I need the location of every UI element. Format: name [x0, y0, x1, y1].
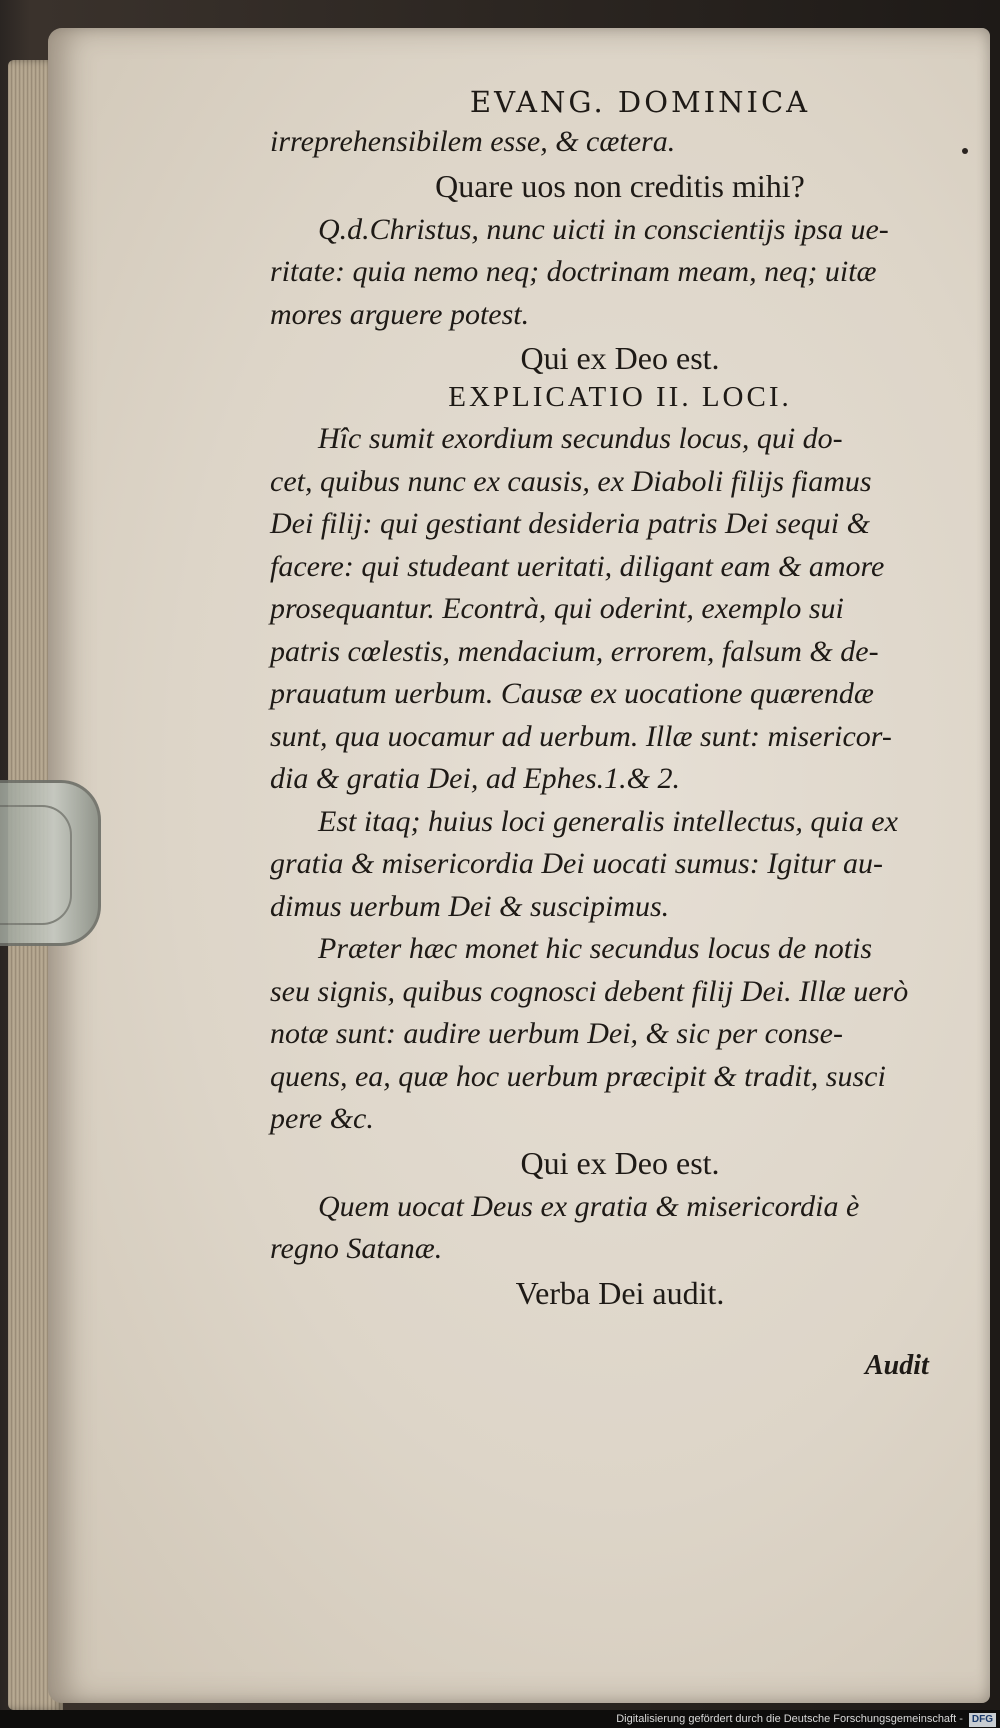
text-blocks — [270, 121, 970, 1312]
text-line: Hîc sumit exordium secundus locus, qui do- — [318, 422, 843, 455]
text-line: notæ sunt: audire uerbum Dei, & sic per conse- — [270, 1017, 843, 1050]
text-line: dia & gratia Dei, ad Ephes.1.& 2. — [270, 762, 680, 795]
lemma-heading: Verba Dei audit. — [515, 1274, 725, 1311]
footer-text: Digitalisierung gefördert durch die Deutsche Forschungsgemeinschaft - — [616, 1713, 963, 1725]
catchword: Audit — [865, 1350, 929, 1381]
running-head: EVANG. DOMINICA — [469, 85, 811, 119]
lemma-heading: Qui ex Deo est. — [520, 340, 720, 376]
text-line: cet, quibus nunc ex causis, ex Diaboli filijs fiamus — [270, 464, 872, 498]
text-line: quens, ea, quæ hoc uerbum præcipit & tradit, susci — [270, 1059, 886, 1093]
text-line: Præter hæc monet hic secundus locus de notis — [318, 932, 873, 965]
text-line: patris cœlestis, mendacium, errorem, falsum & de- — [270, 634, 879, 668]
text-line: ritate: quia nemo neq; doctrinam meam, neq; uitæ — [270, 255, 877, 288]
text-line: gratia & misericordia Dei uocati sumus: Igitur au- — [270, 847, 884, 880]
text-line: regno Satanæ. — [270, 1232, 443, 1265]
text-line: Q.d.Christus, nunc uicti in conscientijs ipsa ue- — [318, 212, 889, 246]
text-line: dimus uerbum Dei & suscipimus. — [270, 889, 670, 923]
text-line: sunt, qua uocamur ad uerbum. Illæ sunt: misericor- — [270, 719, 892, 753]
text-line: seu signis, quibus cognosci debent filij Dei. Illæ uerò — [270, 974, 909, 1008]
paragraph — [270, 121, 970, 164]
paragraph — [270, 1186, 970, 1271]
text-line: Dei filij: qui gestiant desideria patris Dei sequi & — [270, 507, 870, 540]
lemma-heading: Quare uos non creditis mihi? — [435, 167, 805, 204]
paragraph — [270, 418, 970, 801]
text-line: prosequantur. Econtrà, qui oderint, exemplo sui — [270, 592, 844, 625]
text-line: irreprehensibilem esse, & cætera. — [270, 125, 676, 158]
text-line: prauatum uerbum. Causæ ex uocatione quærendæ — [270, 677, 874, 710]
text-line: facere: qui studeant ueritati, diligant eam & amore — [270, 549, 885, 583]
page-clip-inner — [0, 805, 72, 925]
text-line: pere &c. — [270, 1102, 374, 1135]
digitization-footer — [0, 1710, 1000, 1728]
lemma-heading: Qui ex Deo est. — [520, 1144, 720, 1181]
dfg-logo: DFG — [969, 1713, 996, 1727]
text-line: Est itaq; huius loci generalis intellectus, quia ex — [318, 804, 898, 838]
text-line: Quem uocat Deus ex gratia & misericordia è — [318, 1189, 860, 1223]
paragraph — [270, 209, 970, 337]
paragraph — [270, 928, 970, 1141]
page-text — [270, 85, 970, 1316]
text-line: mores arguere potest. — [270, 297, 530, 331]
paragraph — [270, 801, 970, 929]
section-heading: EXPLICATIO II. LOCI. — [448, 381, 792, 413]
page-clip — [0, 780, 101, 946]
